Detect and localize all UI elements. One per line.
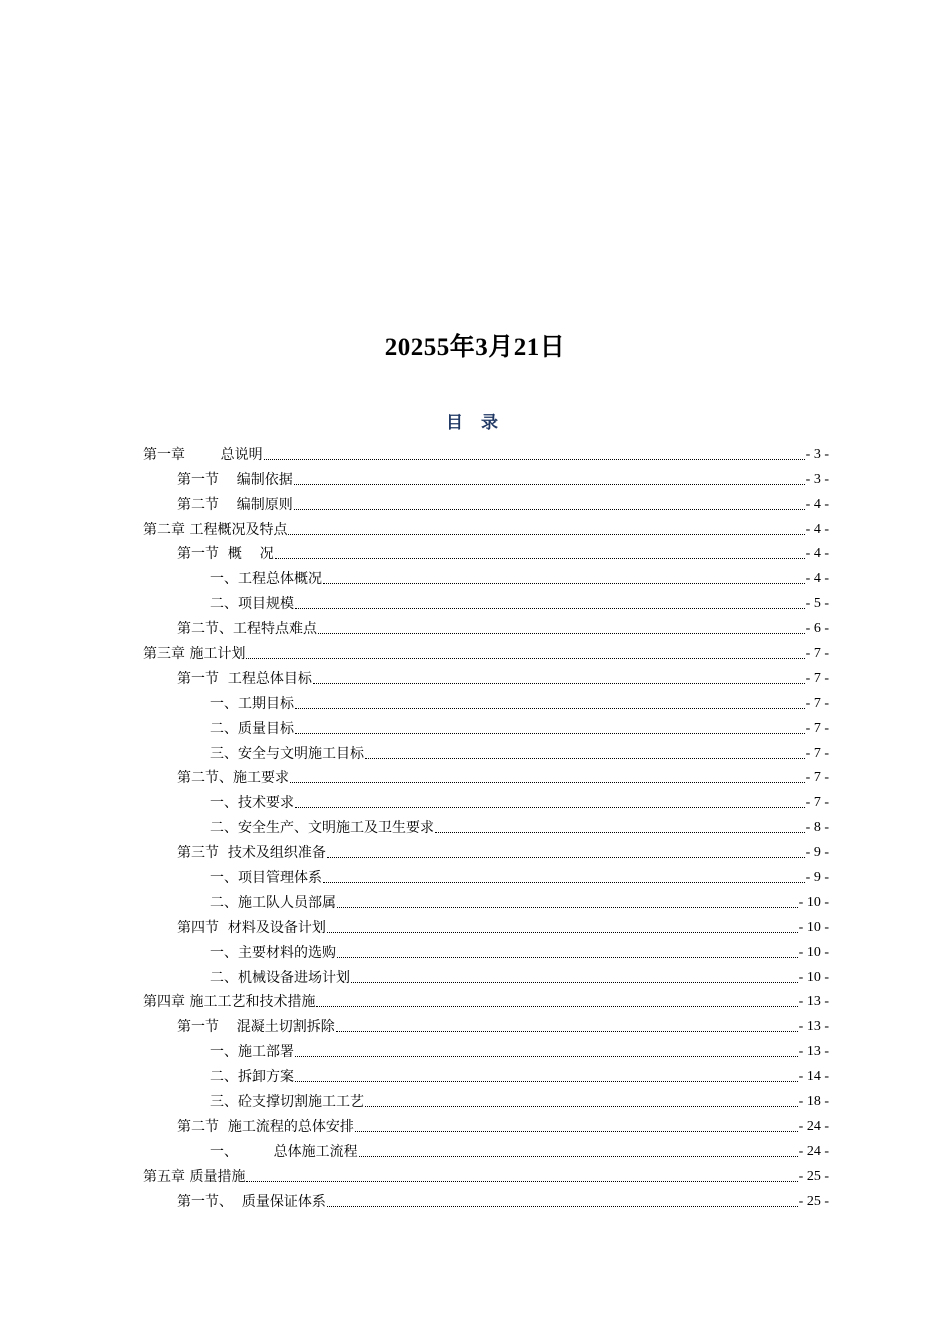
toc-entry[interactable]: [143, 688, 829, 713]
toc-entry-page-number: - 10 -: [798, 919, 829, 935]
toc-dot-leader: [365, 1106, 798, 1107]
toc-entry-label: 一、工程总体概况: [210, 571, 322, 588]
toc-entry-label: 第二节、工程特点难点: [177, 621, 317, 638]
toc-dot-leader: [294, 484, 805, 485]
toc-entry-label: 第二节 施工流程的总体安排: [177, 1118, 354, 1135]
toc-dot-leader: [351, 982, 798, 983]
toc-entry[interactable]: [143, 738, 829, 763]
toc-dot-leader: [275, 558, 805, 559]
toc-entry-label: 二、机械设备进场计划: [210, 969, 350, 986]
toc-entry[interactable]: [143, 862, 829, 887]
toc-entry-page-number: - 7 -: [805, 770, 829, 786]
toc-entry-page-number: - 5 -: [805, 596, 829, 612]
toc-entry[interactable]: [143, 713, 829, 738]
toc-entry-label: 第二章 工程概况及特点: [143, 521, 288, 538]
toc-entry[interactable]: [143, 588, 829, 613]
toc-entry[interactable]: [143, 1111, 829, 1136]
toc-entry-label: 第一节 工程总体目标: [177, 670, 312, 687]
toc-entry-page-number: - 7 -: [805, 745, 829, 761]
toc-entry-page-number: - 4 -: [805, 571, 829, 587]
toc-dot-leader: [294, 509, 805, 510]
toc-entry-label: 第一节 编制依据: [177, 471, 293, 488]
toc-entry-label: 三、砼支撑切割施工工艺: [210, 1094, 364, 1111]
toc-entry-page-number: - 10 -: [798, 894, 829, 910]
toc-dot-leader: [355, 1131, 798, 1132]
toc-entry-page-number: - 3 -: [805, 446, 829, 462]
toc-dot-leader: [295, 708, 805, 709]
document-date-title: 20255年3月21日: [384, 334, 566, 361]
toc-dot-leader: [295, 1056, 798, 1057]
toc-dot-leader: [318, 633, 805, 634]
toc-entry-label: 一、项目管理体系: [210, 870, 322, 887]
toc-entry-page-number: - 24 -: [798, 1143, 829, 1159]
toc-entry-page-number: - 13 -: [798, 994, 829, 1010]
toc-entry-page-number: - 4 -: [805, 521, 829, 537]
toc-entry[interactable]: [143, 464, 829, 489]
toc-entry-label: 二、安全生产、文明施工及卫生要求: [210, 820, 434, 837]
toc-dot-leader: [323, 583, 805, 584]
toc-entry[interactable]: [143, 1011, 829, 1036]
toc-entry-page-number: - 8 -: [805, 820, 829, 836]
toc-entry[interactable]: [143, 439, 829, 464]
toc-dot-leader: [327, 857, 805, 858]
toc-entry-page-number: - 13 -: [798, 1044, 829, 1060]
toc-entry[interactable]: [143, 787, 829, 812]
toc-entry-label: 二、施工队人员部属: [210, 894, 336, 911]
toc-entry-label: 一、 总体施工流程: [210, 1143, 358, 1160]
toc-entry[interactable]: [143, 1186, 829, 1211]
toc-entry[interactable]: [143, 837, 829, 862]
toc-entry-page-number: - 13 -: [798, 1019, 829, 1035]
toc-entry-label: 一、技术要求: [210, 795, 294, 812]
toc-entry[interactable]: [143, 489, 829, 514]
toc-dot-leader: [327, 932, 798, 933]
toc-entry-label: 第五章 质量措施: [143, 1168, 246, 1185]
toc-dot-leader: [336, 1031, 798, 1032]
toc-entry-page-number: - 4 -: [805, 546, 829, 562]
toc-entry-page-number: - 25 -: [798, 1168, 829, 1184]
toc-entry[interactable]: [143, 1086, 829, 1111]
toc-entry-page-number: - 3 -: [805, 471, 829, 487]
toc-entry-page-number: - 14 -: [798, 1069, 829, 1085]
toc-entry[interactable]: [143, 1161, 829, 1186]
toc-entry-page-number: - 7 -: [805, 720, 829, 736]
toc-entry-label: 一、主要材料的选购: [210, 944, 336, 961]
toc-entry-label: 第四节 材料及设备计划: [177, 919, 326, 936]
toc-dot-leader: [313, 683, 805, 684]
toc-entry-label: 二、拆卸方案: [210, 1069, 294, 1086]
toc-dot-leader: [246, 658, 804, 659]
toc-entry-page-number: - 4 -: [805, 496, 829, 512]
toc-entry-label: 第三节 技术及组织准备: [177, 845, 326, 862]
toc-entry[interactable]: [143, 563, 829, 588]
toc-entry-page-number: - 6 -: [805, 621, 829, 637]
toc-entry-page-number: - 25 -: [798, 1193, 829, 1209]
toc-entry[interactable]: [143, 812, 829, 837]
toc-entry-label: 第二节 编制原则: [177, 496, 293, 513]
toc-entry-label: 第一节、 质量保证体系: [177, 1193, 326, 1210]
toc-entry-label: 第一章 总说明: [143, 446, 263, 463]
toc-entry[interactable]: [143, 912, 829, 937]
toc-dot-leader: [295, 733, 805, 734]
table-of-contents: [143, 439, 829, 1211]
toc-entry-label: 第三章 施工计划: [143, 646, 246, 663]
toc-dot-leader: [295, 608, 805, 609]
toc-dot-leader: [327, 1206, 798, 1207]
toc-entry-page-number: - 10 -: [798, 969, 829, 985]
toc-entry[interactable]: [143, 887, 829, 912]
toc-entry-label: 一、工期目标: [210, 695, 294, 712]
toc-entry[interactable]: [143, 1061, 829, 1086]
toc-entry-label: 第一节 概 况: [177, 546, 274, 563]
toc-entry-page-number: - 7 -: [805, 646, 829, 662]
toc-entry[interactable]: [143, 763, 829, 788]
toc-dot-leader: [365, 758, 805, 759]
toc-entry-label: 三、安全与文明施工目标: [210, 745, 364, 762]
toc-entry[interactable]: [143, 613, 829, 638]
toc-entry[interactable]: [143, 1136, 829, 1161]
toc-dot-leader: [323, 882, 805, 883]
toc-entry-page-number: - 7 -: [805, 695, 829, 711]
toc-entry-page-number: - 9 -: [805, 845, 829, 861]
toc-dot-leader: [337, 907, 798, 908]
toc-entry-page-number: - 7 -: [805, 670, 829, 686]
toc-entry-page-number: - 7 -: [805, 795, 829, 811]
toc-entry-label: 一、施工部署: [210, 1044, 294, 1061]
toc-dot-leader: [316, 1006, 797, 1007]
toc-entry-page-number: - 24 -: [798, 1118, 829, 1134]
toc-entry[interactable]: [143, 1036, 829, 1061]
toc-entry[interactable]: [143, 962, 829, 987]
toc-dot-leader: [337, 957, 798, 958]
toc-entry-label: 第四章 施工工艺和技术措施: [143, 994, 316, 1011]
toc-entry-label: 第一节 混凝土切割拆除: [177, 1019, 335, 1036]
toc-dot-leader: [435, 832, 805, 833]
toc-entry[interactable]: [143, 539, 829, 564]
toc-dot-leader: [290, 782, 805, 783]
toc-dot-leader: [288, 534, 804, 535]
toc-entry[interactable]: [143, 663, 829, 688]
toc-entry[interactable]: [143, 987, 829, 1012]
toc-dot-leader: [359, 1156, 798, 1157]
toc-entry[interactable]: [143, 514, 829, 539]
toc-entry-page-number: - 10 -: [798, 944, 829, 960]
toc-entry-label: 第二节、施工要求: [177, 770, 289, 787]
toc-dot-leader: [295, 807, 805, 808]
toc-heading: 目 录: [446, 413, 504, 433]
toc-dot-leader: [264, 459, 805, 460]
toc-dot-leader: [295, 1081, 798, 1082]
toc-entry-label: 二、项目规模: [210, 596, 294, 613]
toc-dot-leader: [246, 1181, 797, 1182]
toc-entry-page-number: - 18 -: [798, 1094, 829, 1110]
toc-entry-label: 二、质量目标: [210, 720, 294, 737]
toc-entry[interactable]: [143, 937, 829, 962]
toc-entry[interactable]: [143, 638, 829, 663]
toc-entry-page-number: - 9 -: [805, 870, 829, 886]
